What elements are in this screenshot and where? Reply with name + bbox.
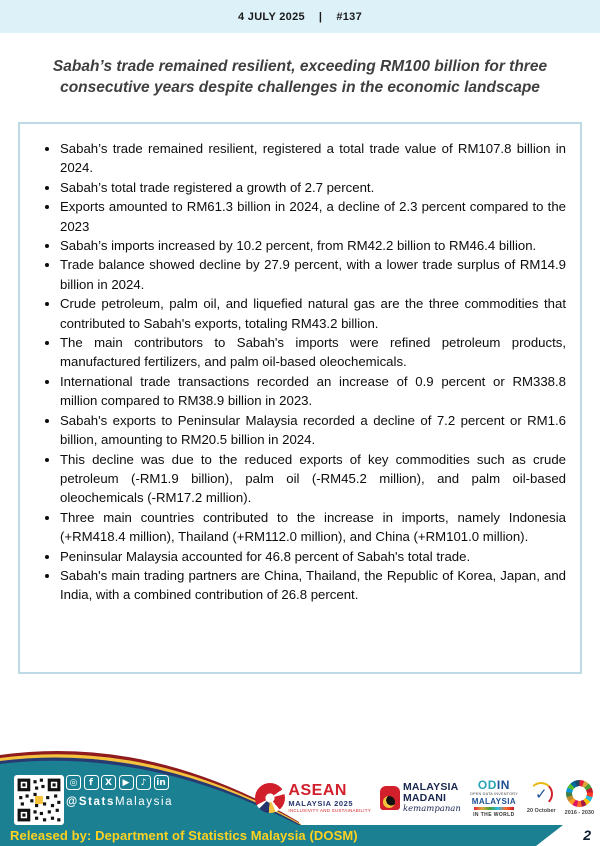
list-item: • This decline was due to the reduced exports of key commodities such as crude petroleum (-RM1.9 billion), palm oil (-RM45.2 million), and palm oil-based oleochemicals (-RM17.2 million). bbox=[60, 450, 566, 508]
odin-logo-sub3: IN THE WORLD bbox=[473, 811, 515, 818]
madani-logo-line2: MADANI bbox=[402, 791, 447, 804]
asean-swirl-icon bbox=[255, 783, 285, 813]
list-item: • Exports amounted to RM61.3 billion in 2024, a decline of 2.3 percent compared to the 2023 bbox=[60, 197, 566, 236]
odin-logo-in: IN bbox=[496, 777, 510, 792]
asean-malaysia-2025-logo bbox=[255, 783, 371, 814]
list-item: • Sabah's main trading partners are China, Thailand, the Republic of Korea, Japan, and India, with a combined contribution of 26.8 percent. bbox=[60, 566, 566, 605]
asean-logo-title: ASEAN bbox=[288, 781, 347, 799]
odin-logo-sub1: OPEN DATA INVENTORY bbox=[469, 791, 518, 796]
odin-malaysia-logo bbox=[470, 779, 518, 818]
sdg-wheel-icon bbox=[566, 780, 593, 807]
list-item: • Trade balance showed decline by 27.9 percent, with a lower trade surplus of RM14.9 billion in 2024. bbox=[60, 255, 566, 294]
tiktok-icon[interactable]: ♪ bbox=[136, 775, 151, 790]
page-title: Sabah’s trade remained resilient, exceeding RM100 billion for three consecutive years despite challenges in the economic landscape bbox=[52, 58, 548, 96]
odin-logo-title bbox=[478, 779, 510, 791]
asean-logo-tagline: INCLUSIVITY AND SUSTAINABILITY bbox=[288, 808, 371, 814]
malaysia-madani-logo bbox=[380, 782, 461, 814]
sdg-caption: 2016 - 2030 bbox=[564, 809, 594, 816]
issue-number: #137 bbox=[336, 10, 362, 23]
list-item: • Sabah's exports to Peninsular Malaysia recorded a decline of 7.2 percent or RM1.6 billion, amounting to RM20.5 billion in 2024. bbox=[60, 411, 566, 450]
list-item: • The main contributors to Sabah's imports were refined petroleum products, manufactured fertilizers, and palm oil-based oleochemicals. bbox=[60, 333, 566, 372]
list-item: • International trade transactions recorded an increase of 0.9 percent or RM338.8 million compared to RM38.9 billion in 2023. bbox=[60, 372, 566, 411]
key-points-list bbox=[38, 139, 566, 605]
list-item: • Sabah’s trade remained resilient, registered a total trade value of RM107.8 billion in 2024. bbox=[60, 139, 566, 178]
mystats-day-logo bbox=[527, 782, 556, 815]
social-handle[interactable] bbox=[66, 796, 186, 808]
x-twitter-icon[interactable]: X bbox=[101, 775, 116, 790]
social-media-block bbox=[66, 775, 186, 808]
list-item: • Three main countries contributed to the increase in imports, namely Indonesia (+RM418.4 million), Thailand (+RM112.0 million), and China (+RM101.0 million). bbox=[60, 508, 566, 547]
social-icons-row bbox=[66, 775, 186, 790]
mystats-check-icon: ✓ bbox=[529, 782, 553, 806]
list-item: • Sabah’s imports increased by 10.2 percent, from RM42.2 billion to RM46.4 billion. bbox=[60, 236, 566, 255]
footer-banner bbox=[0, 750, 600, 846]
asean-logo-subtitle: MALAYSIA 2025 bbox=[288, 798, 354, 808]
sdg-logo bbox=[565, 780, 594, 816]
madani-logo-line1: MALAYSIA bbox=[402, 781, 459, 794]
list-item: • Crude petroleum, palm oil, and liquefied natural gas are the three commodities that contributed to Sabah's exports, totaling RM43.2 billion. bbox=[60, 294, 566, 333]
list-item: • Sabah’s total trade registered a growth of 2.7 percent. bbox=[60, 178, 566, 197]
date-separator: | bbox=[318, 10, 323, 23]
key-points-box bbox=[18, 122, 582, 674]
release-date: 4 JULY 2025 bbox=[238, 10, 305, 23]
youtube-icon[interactable]: ▶ bbox=[119, 775, 134, 790]
social-handle-light: Malaysia bbox=[114, 796, 174, 808]
footer-logos-row bbox=[255, 770, 594, 826]
odin-color-bar bbox=[474, 807, 514, 810]
linkedin-icon[interactable]: in bbox=[154, 775, 169, 790]
madani-hand-icon bbox=[380, 786, 400, 810]
instagram-icon[interactable]: ◎ bbox=[66, 775, 81, 790]
qr-code bbox=[14, 775, 64, 825]
page-number: 2 bbox=[583, 827, 591, 843]
odin-logo-od: OD bbox=[477, 777, 497, 792]
list-item: • Peninsular Malaysia accounted for 46.8 percent of Sabah's total trade. bbox=[60, 547, 566, 566]
facebook-icon[interactable]: f bbox=[84, 775, 99, 790]
social-handle-bold: @Stats bbox=[66, 796, 115, 808]
odin-logo-sub2: MALAYSIA bbox=[471, 796, 516, 806]
madani-logo-script: kemampanan bbox=[402, 804, 461, 815]
date-strip bbox=[0, 0, 600, 33]
released-by-text: Released by: Department of Statistics Malaysia (DOSM) bbox=[10, 828, 358, 843]
mystats-caption: 20 October bbox=[526, 808, 556, 815]
